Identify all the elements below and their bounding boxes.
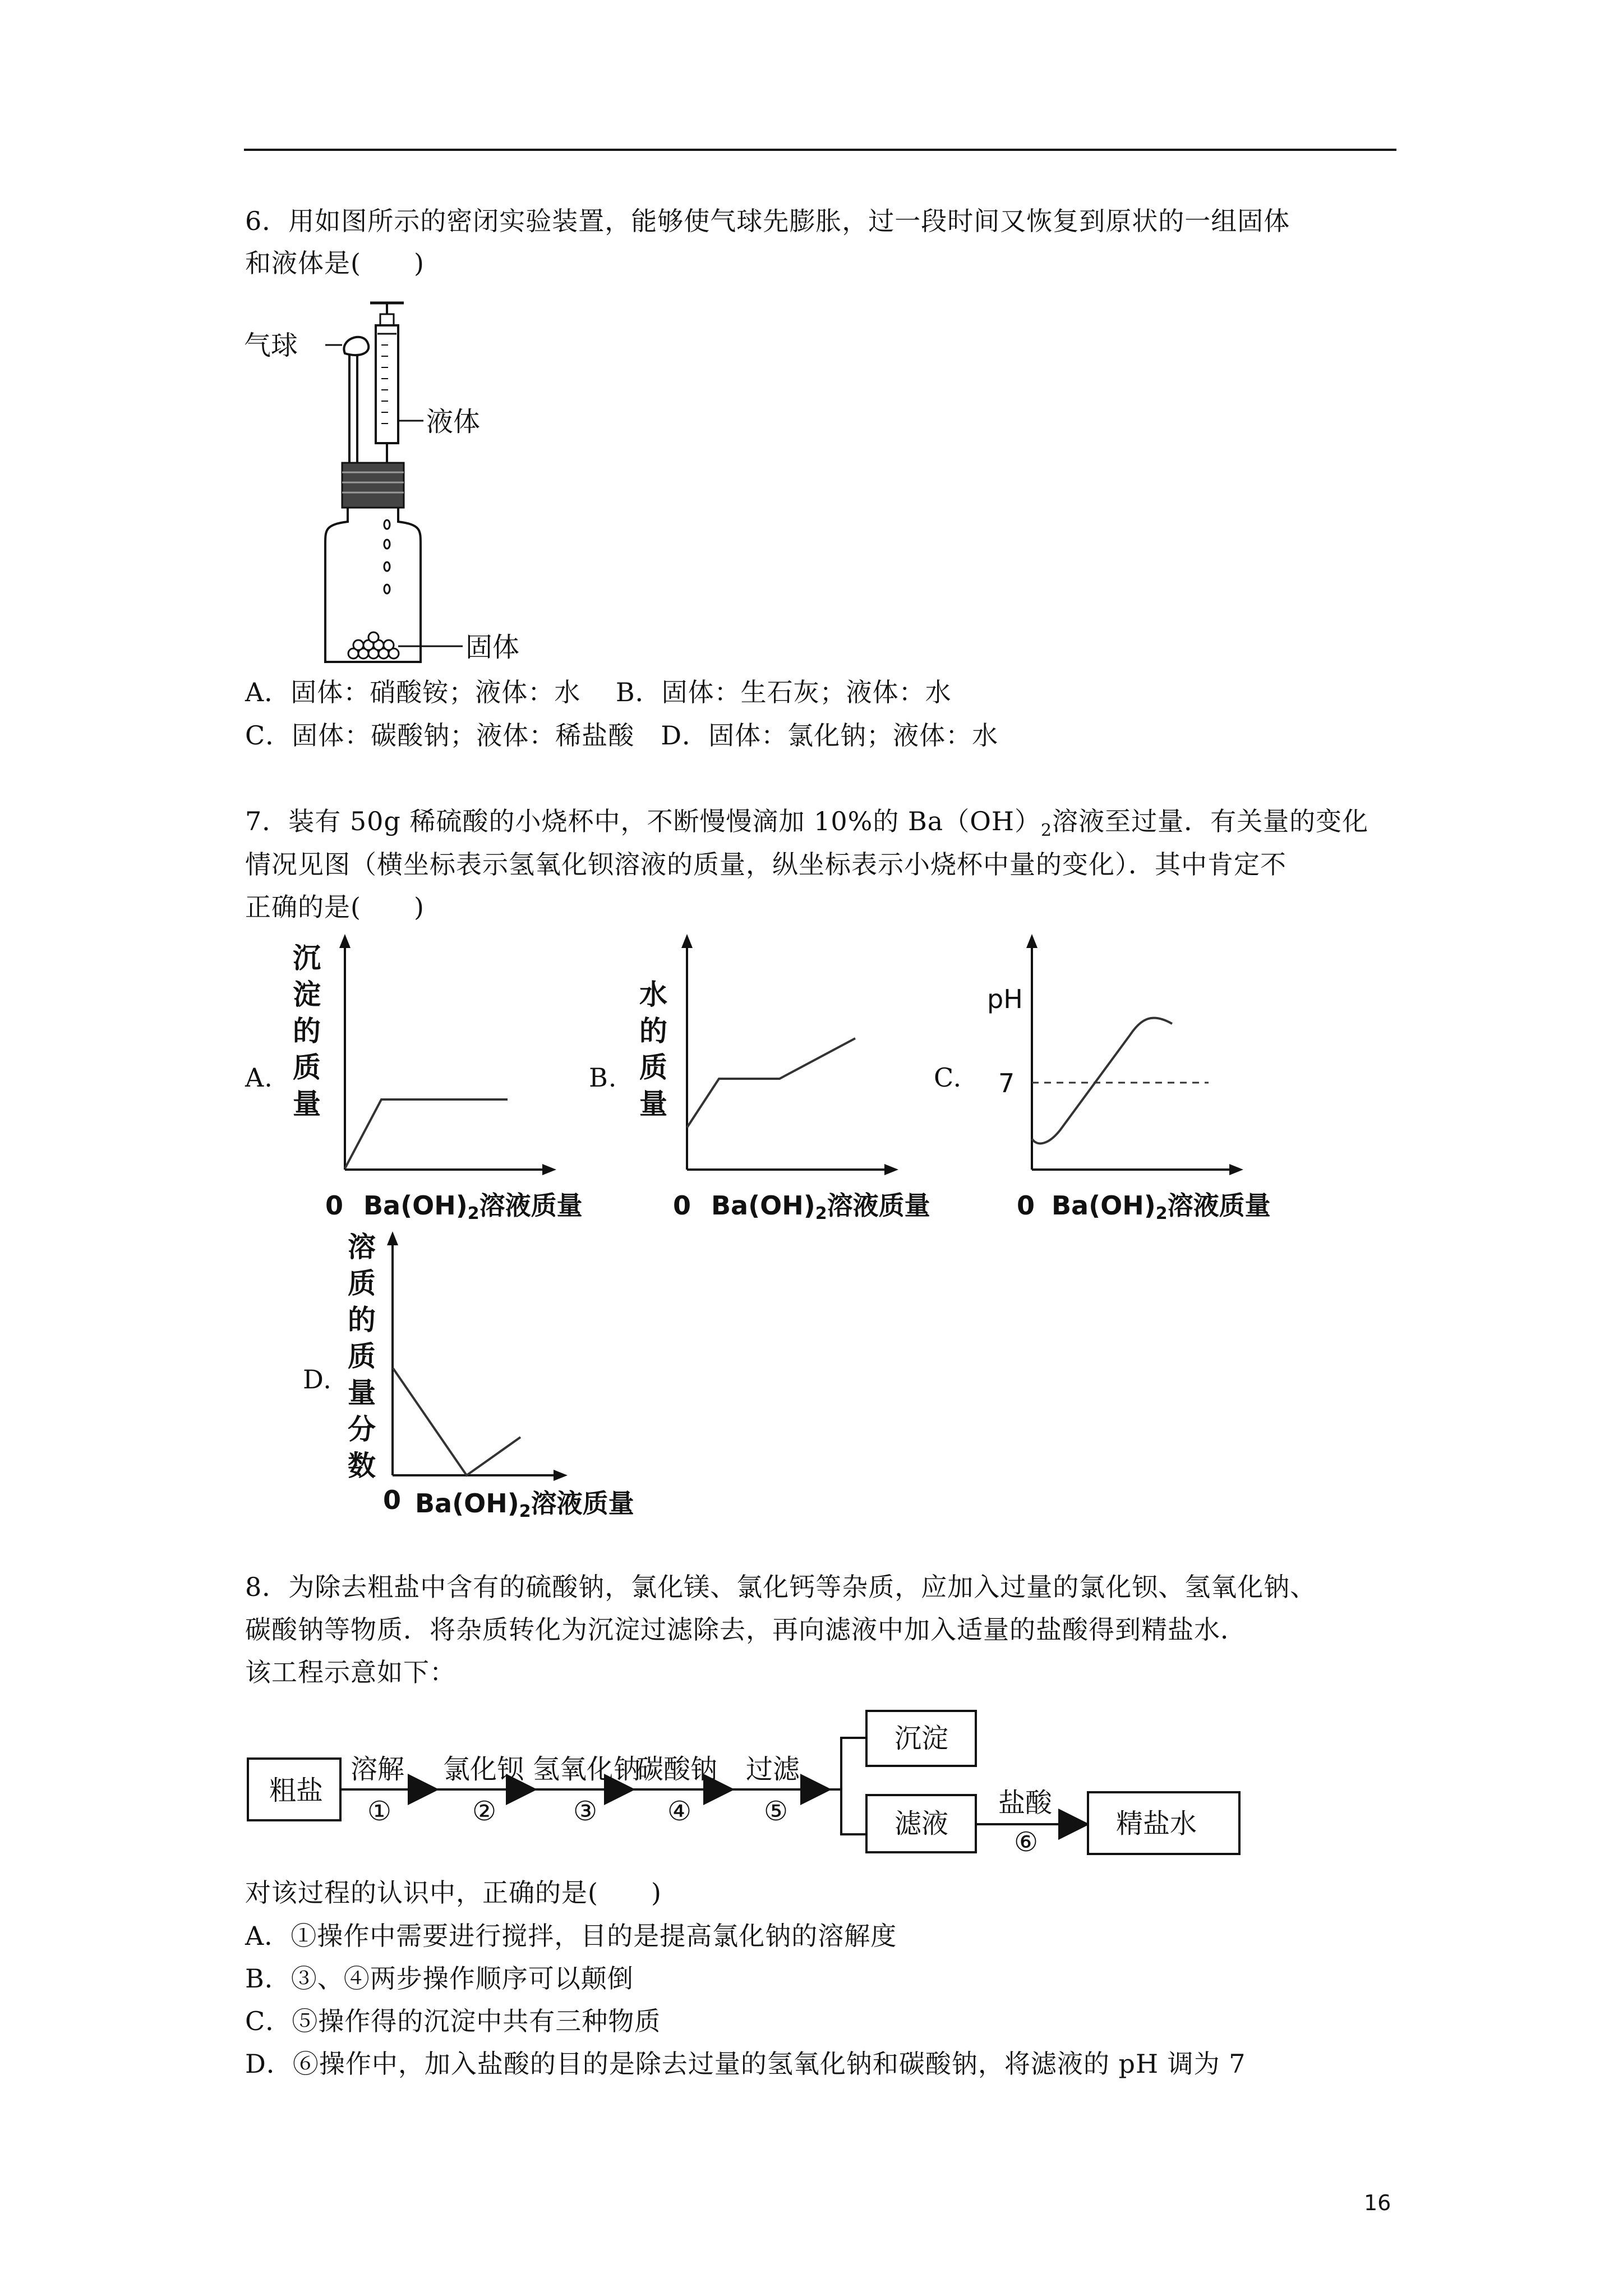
flow-product-label: 精盐水 — [1116, 1808, 1197, 1839]
flow-acid-label: 盐酸 — [998, 1787, 1053, 1819]
svg-text:量: 量 — [348, 1377, 376, 1409]
graph-b-xlabel: Ba(OH)2溶液质量 — [711, 1190, 930, 1223]
q8-stem-line1: 8．为除去粗盐中含有的硫酸钠，氯化镁、氯化钙等杂质，应加入过量的氯化钡、氢氧化钠、 — [245, 1572, 1317, 1602]
graph-b-curve — [687, 1038, 855, 1128]
flow-step3-num: ③ — [573, 1796, 598, 1827]
svg-text:的: 的 — [293, 1015, 321, 1047]
svg-text:水: 水 — [639, 978, 667, 1011]
solid-label: 固体 — [465, 632, 520, 663]
q8-option-b: B．③、④两步操作顺序可以颠倒 — [245, 1963, 634, 1994]
graph-c-ylabel: pH — [987, 984, 1023, 1014]
q7-stem-subscript: 2 — [1041, 821, 1053, 841]
q8-option-d: D．⑥操作中，加入盐酸的目的是除去过量的氢氧化钠和碳酸钠，将滤液的 pH 调为 7 — [245, 2049, 1246, 2079]
header-rule — [244, 149, 1396, 151]
liquid-label: 液体 — [426, 406, 481, 438]
q8-stem-line3: 该工程示意如下： — [245, 1657, 456, 1687]
graph-c-option: C. — [934, 1062, 962, 1093]
flow-step5-num: ⑤ — [764, 1796, 789, 1827]
graph-d-xlabel: Ba(OH)2溶液质量 — [415, 1488, 634, 1521]
q6-apparatus-figure — [241, 292, 578, 673]
flow-step4-num: ④ — [667, 1796, 692, 1827]
flow-step4-reagent: 碳酸钠 — [637, 1754, 718, 1785]
flow-step3-reagent: 氢氧化钠 — [533, 1754, 641, 1785]
svg-text:质: 质 — [639, 1051, 667, 1084]
q6-options-line1: A．固体：硝酸铵；液体：水 B．固体：生石灰；液体：水 — [245, 677, 952, 707]
graph-a-curve — [345, 1099, 508, 1168]
graph-d — [336, 1228, 651, 1531]
svg-text:质: 质 — [348, 1267, 376, 1300]
flow-step2-num: ② — [472, 1796, 497, 1827]
flow-acid-num: ⑥ — [1014, 1826, 1039, 1858]
flow-step5-reagent: 过滤 — [746, 1754, 800, 1785]
svg-text:量: 量 — [293, 1088, 321, 1120]
graph-d-curve — [393, 1368, 520, 1475]
svg-text:淀: 淀 — [293, 978, 321, 1011]
graph-b — [623, 934, 937, 1226]
q6-stem-line2: 和液体是( ) — [245, 248, 425, 278]
svg-text:分: 分 — [348, 1413, 376, 1446]
q6-stem-line1: 6．用如图所示的密闭实验装置，能够使气球先膨胀，过一段时间又恢复到原状的一组固体 — [245, 206, 1290, 236]
svg-text:质: 质 — [348, 1340, 376, 1373]
q7-stem-line3: 正确的是( ) — [245, 892, 425, 922]
svg-text:的: 的 — [348, 1304, 376, 1336]
page-number: 16 — [1364, 2191, 1391, 2215]
flow-step2-reagent: 氯化钡 — [443, 1754, 524, 1785]
graph-c-xlabel: Ba(OH)2溶液质量 — [1052, 1190, 1271, 1223]
svg-text:的: 的 — [639, 1015, 667, 1047]
graph-a — [280, 934, 594, 1226]
graph-b-origin: 0 — [673, 1190, 691, 1221]
graph-c-origin: 0 — [1017, 1190, 1035, 1221]
q8-stem-line2: 碳酸钠等物质．将杂质转化为沉淀过滤除去，再向滤液中加入适量的盐酸得到精盐水． — [245, 1614, 1247, 1645]
flow-start-label: 粗盐 — [269, 1775, 324, 1806]
q7-stem-line2: 情况见图（横坐标表示氢氧化钡溶液的质量，纵坐标表示小烧杯中量的变化）．其中肯定不 — [245, 849, 1287, 880]
q7-stem-line1-tail: 溶液至过量．有关量的变化 — [1052, 806, 1369, 836]
balloon-label: 气球 — [244, 330, 298, 361]
graph-c-seven: 7 — [998, 1068, 1015, 1098]
graph-a-xlabel: Ba(OH)2溶液质量 — [363, 1190, 583, 1223]
flow-filtrate-label: 滤液 — [895, 1808, 949, 1839]
graph-d-option: D. — [303, 1364, 332, 1395]
q8-option-a: A．①操作中需要进行搅拌，目的是提高氯化钠的溶解度 — [245, 1921, 897, 1951]
q6-options-line2: C．固体：碳酸钠；液体：稀盐酸 D．固体：氯化钠；液体：水 — [245, 720, 999, 751]
graph-a-option: A. — [245, 1062, 273, 1093]
svg-text:量: 量 — [639, 1088, 667, 1120]
q8-option-c: C．⑤操作得的沉淀中共有三种物质 — [245, 2006, 661, 2036]
svg-text:溶: 溶 — [348, 1231, 376, 1263]
svg-text:质: 质 — [293, 1051, 321, 1084]
q8-flow-diagram — [241, 1700, 1273, 1868]
graph-a-origin: 0 — [325, 1190, 344, 1221]
q8-question: 对该过程的认识中，正确的是( ) — [245, 1878, 662, 1908]
q7-stem-line1-head: 7．装有 50g 稀硫酸的小烧杯中，不断慢慢滴加 10%的 Ba（OH） — [245, 806, 1041, 836]
flow-step1-num: ① — [367, 1796, 392, 1827]
svg-text:沉: 沉 — [293, 942, 321, 974]
graph-c — [967, 934, 1281, 1226]
flow-step1-reagent: 溶解 — [351, 1754, 405, 1785]
flow-precipitate-label: 沉淀 — [895, 1723, 949, 1754]
graph-c-curve — [1032, 1018, 1172, 1144]
svg-text:数: 数 — [348, 1450, 376, 1482]
graph-d-origin: 0 — [383, 1485, 402, 1515]
balloon-shape — [344, 337, 368, 355]
graph-b-option: B. — [589, 1062, 617, 1093]
